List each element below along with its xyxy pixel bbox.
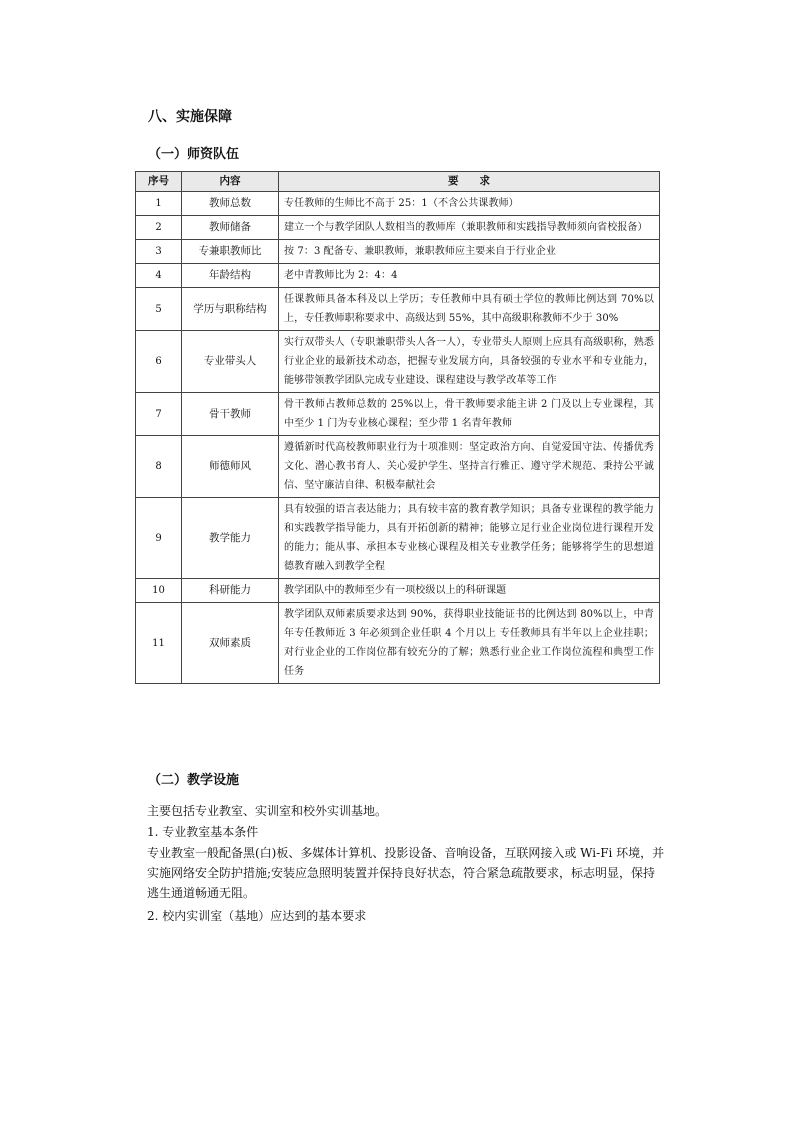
row-item: 年龄结构 <box>182 264 279 288</box>
header-content: 内容 <box>182 172 279 192</box>
row-number: 5 <box>136 288 182 331</box>
row-requirement: 遵循新时代高校教师职业行为十项准则：坚定政治方向、自觉爱国守法、传播优秀文化、潜心教书育人、关心爱护学生、坚持言行雅正、遵守学术规范、秉持公平诚信、坚守廉洁自律、积极奉献社会 <box>279 436 660 498</box>
row-item: 教师储备 <box>182 216 279 240</box>
row-requirement: 实行双带头人（专职兼职带头人各一人），专业带头人原则上应具有高级职称，熟悉行业企业的最新技术动态，把握专业发展方向，具备较强的专业水平和专业能力，能够带领教学团队完成专业建设、课程建设与教学改革等工作 <box>279 331 660 393</box>
subsection-title-facilities: （二）教学设施 <box>148 773 240 788</box>
table-row <box>136 288 660 331</box>
row-requirement: 教学团队双师素质要求达到 90%，获得职业技能证书的比例达到 80%以上，中青年专任教师近 3 年必须到企业任职 4 个月以上 专任教师具有半年以上企业挂职；对行业企业的工作岗位都有较充分的了解；熟悉行业企业工作岗位流程和典型工作任务 <box>279 603 660 684</box>
row-item: 教师总数 <box>182 192 279 216</box>
table-row <box>136 579 660 603</box>
row-number: 9 <box>136 498 182 579</box>
row-requirement: 具有较强的语言表达能力；具有较丰富的教育教学知识；具备专业课程的教学能力和实践教学指导能力，具有开拓创新的精神；能够立足行业企业岗位进行课程开发的能力；能从事、承担本专业核心课程及相关专业教学任务；能够将学生的思想道德教育融入到教学全程 <box>279 498 660 579</box>
table-header-row <box>136 172 660 192</box>
table-row <box>136 192 660 216</box>
row-item: 骨干教师 <box>182 393 279 436</box>
table-row <box>136 264 660 288</box>
staff-requirements-table <box>135 171 660 684</box>
row-number: 6 <box>136 331 182 393</box>
paragraph-classroom-conditions: 专业教室一般配备黑(白)板、多媒体计算机、投影设备、音响设备，互联网接入或 Wi-Fi 环境，并实施网络安全防护措施;安装应急照明装置并保持良好状态，符合紧急疏散要求，标志明显，保持逃生通道畅通无阻。 <box>147 846 665 900</box>
row-requirement: 专任教师的生师比不高于 25：1（不含公共课教师） <box>279 192 660 216</box>
row-item: 双师素质 <box>182 603 279 684</box>
table-row <box>136 331 660 393</box>
subsection-title-staff: （一）师资队伍 <box>148 147 240 162</box>
row-requirement: 教学团队中的教师至少有一项校级以上的科研课题 <box>279 579 660 603</box>
table-row <box>136 240 660 264</box>
row-item: 专业带头人 <box>182 331 279 393</box>
header-requirement: 要 求 <box>279 172 660 192</box>
row-requirement: 任课教师具备本科及以上学历；专任教师中具有硕士学位的教师比例达到 70%以上，专任教师职称要求中、高级达到 55%，其中高级职称教师不少于 30% <box>279 288 660 331</box>
row-item: 学历与职称结构 <box>182 288 279 331</box>
row-number: 10 <box>136 579 182 603</box>
paragraph-facilities-intro: 主要包括专业教室、实训室和校外实训基地。 <box>147 804 388 818</box>
row-item: 教学能力 <box>182 498 279 579</box>
table-row <box>136 498 660 579</box>
row-number: 3 <box>136 240 182 264</box>
table-row <box>136 603 660 684</box>
table-row <box>136 216 660 240</box>
table-row <box>136 436 660 498</box>
row-requirement: 老中青教师比为 2：4：4 <box>279 264 660 288</box>
paragraph-training-room-heading: 2. 校内实训室（基地）应达到的基本要求 <box>147 909 367 923</box>
row-number: 8 <box>136 436 182 498</box>
row-requirement: 骨干教师占教师总数的 25%以上，骨干教师要求能主讲 2 门及以上专业课程，其中至少 1 门为专业核心课程；至少带 1 名青年教师 <box>279 393 660 436</box>
row-requirement: 建立一个与教学团队人数相当的教师库（兼职教师和实践指导教师须向省校报备） <box>279 216 660 240</box>
row-number: 1 <box>136 192 182 216</box>
row-number: 11 <box>136 603 182 684</box>
paragraph-classroom-heading: 1. 专业教室基本条件 <box>147 825 259 839</box>
row-number: 7 <box>136 393 182 436</box>
row-requirement: 按 7：3 配备专、兼职教师，兼职教师应主要来自于行业企业 <box>279 240 660 264</box>
row-item: 专兼职教师比 <box>182 240 279 264</box>
row-item: 科研能力 <box>182 579 279 603</box>
row-number: 2 <box>136 216 182 240</box>
row-number: 4 <box>136 264 182 288</box>
section-title: 八、实施保障 <box>148 109 232 125</box>
table-row <box>136 393 660 436</box>
header-number: 序号 <box>136 172 182 192</box>
row-item: 师德师风 <box>182 436 279 498</box>
